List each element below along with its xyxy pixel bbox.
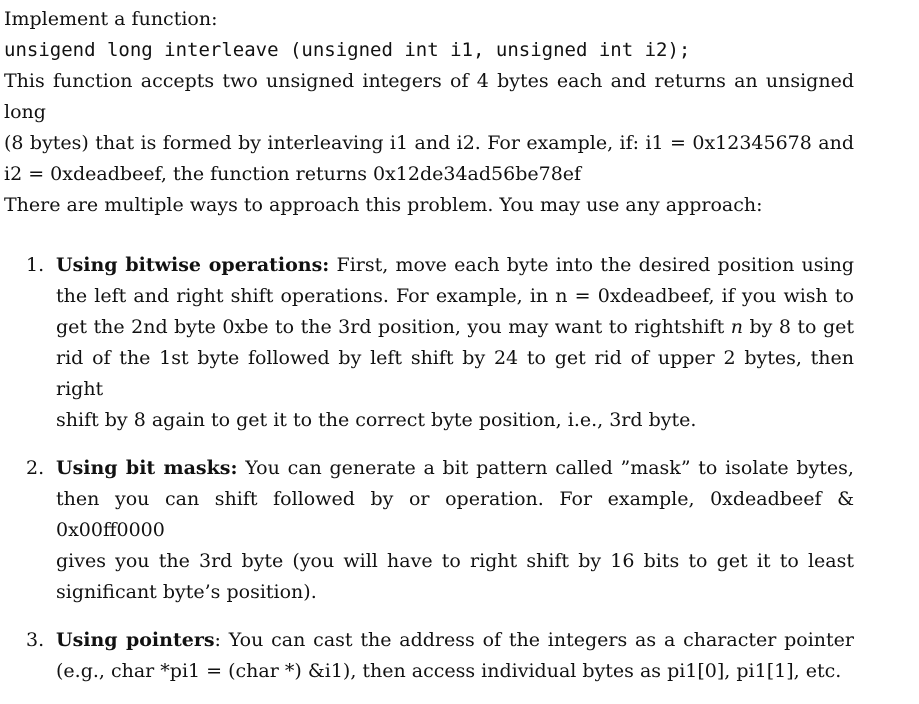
item-text-line: : You can cast the address of the integers as a character pointer — [214, 629, 855, 651]
item-title: Using bit masks: — [56, 457, 238, 479]
item-text-line: shift by 8 again to get it to the correct byte position, i.e., 3rd byte. — [56, 409, 697, 431]
item-title: Using bitwise operations: — [56, 254, 330, 276]
item-body — [56, 625, 854, 687]
approach-list — [4, 250, 854, 687]
item-text-line: (e.g., char *pi1 = (char *) &i1), then access individual bytes as pi1[0], pi1[1], etc. — [56, 660, 842, 682]
document-page — [4, 4, 854, 704]
item-number: 3. — [26, 629, 45, 651]
item-body — [56, 250, 854, 436]
description-line-1: This function accepts two unsigned integers of 4 bytes each and returns an unsigned long — [4, 70, 854, 123]
description-line-3: i2 = 0xdeadbeef, the function returns 0x12de34ad56be78ef — [4, 163, 582, 185]
item-text-line: First, move each byte into the desired position using — [336, 254, 855, 276]
list-item-bitwise — [4, 250, 854, 436]
item-text-line: the left and right shift operations. For example, in n = 0xdeadbeef, if you wish to — [56, 285, 854, 307]
spacer — [4, 221, 854, 250]
item-body — [56, 453, 854, 608]
function-signature: unsigend long interleave (unsigned int i1, unsigned int i2); — [4, 39, 691, 61]
item-title: Using pointers — [56, 629, 215, 651]
list-item-bitmasks — [4, 453, 854, 608]
item-text-line: then you can shift followed by or operation. For example, 0xdeadbeef & 0x00ff0000 — [56, 488, 854, 541]
item-text-line: by 8 to get — [749, 316, 854, 338]
variable-n: n — [730, 316, 743, 338]
item-text-line: significant byte’s position). — [56, 581, 317, 603]
item-text-line: get the 2nd byte 0xbe to the 3rd position, you may want to rightshift — [56, 316, 725, 338]
list-item-pointers — [4, 625, 854, 687]
intro-line: Implement a function: — [4, 8, 218, 30]
item-number: 2. — [26, 457, 45, 479]
item-number: 1. — [26, 254, 45, 276]
item-text-line: You can generate a bit pattern called ”mask” to isolate bytes, — [245, 457, 854, 479]
item-text-line: gives you the 3rd byte (you will have to right shift by 16 bits to get it to least — [56, 550, 854, 572]
description-line-2: (8 bytes) that is formed by interleaving i1 and i2. For example, if: i1 = 0x12345678 and — [4, 132, 854, 154]
approach-intro: There are multiple ways to approach this problem. You may use any approach: — [4, 194, 763, 216]
item-text-line: rid of the 1st byte followed by left shift by 24 to get rid of upper 2 bytes, then right — [56, 347, 854, 400]
